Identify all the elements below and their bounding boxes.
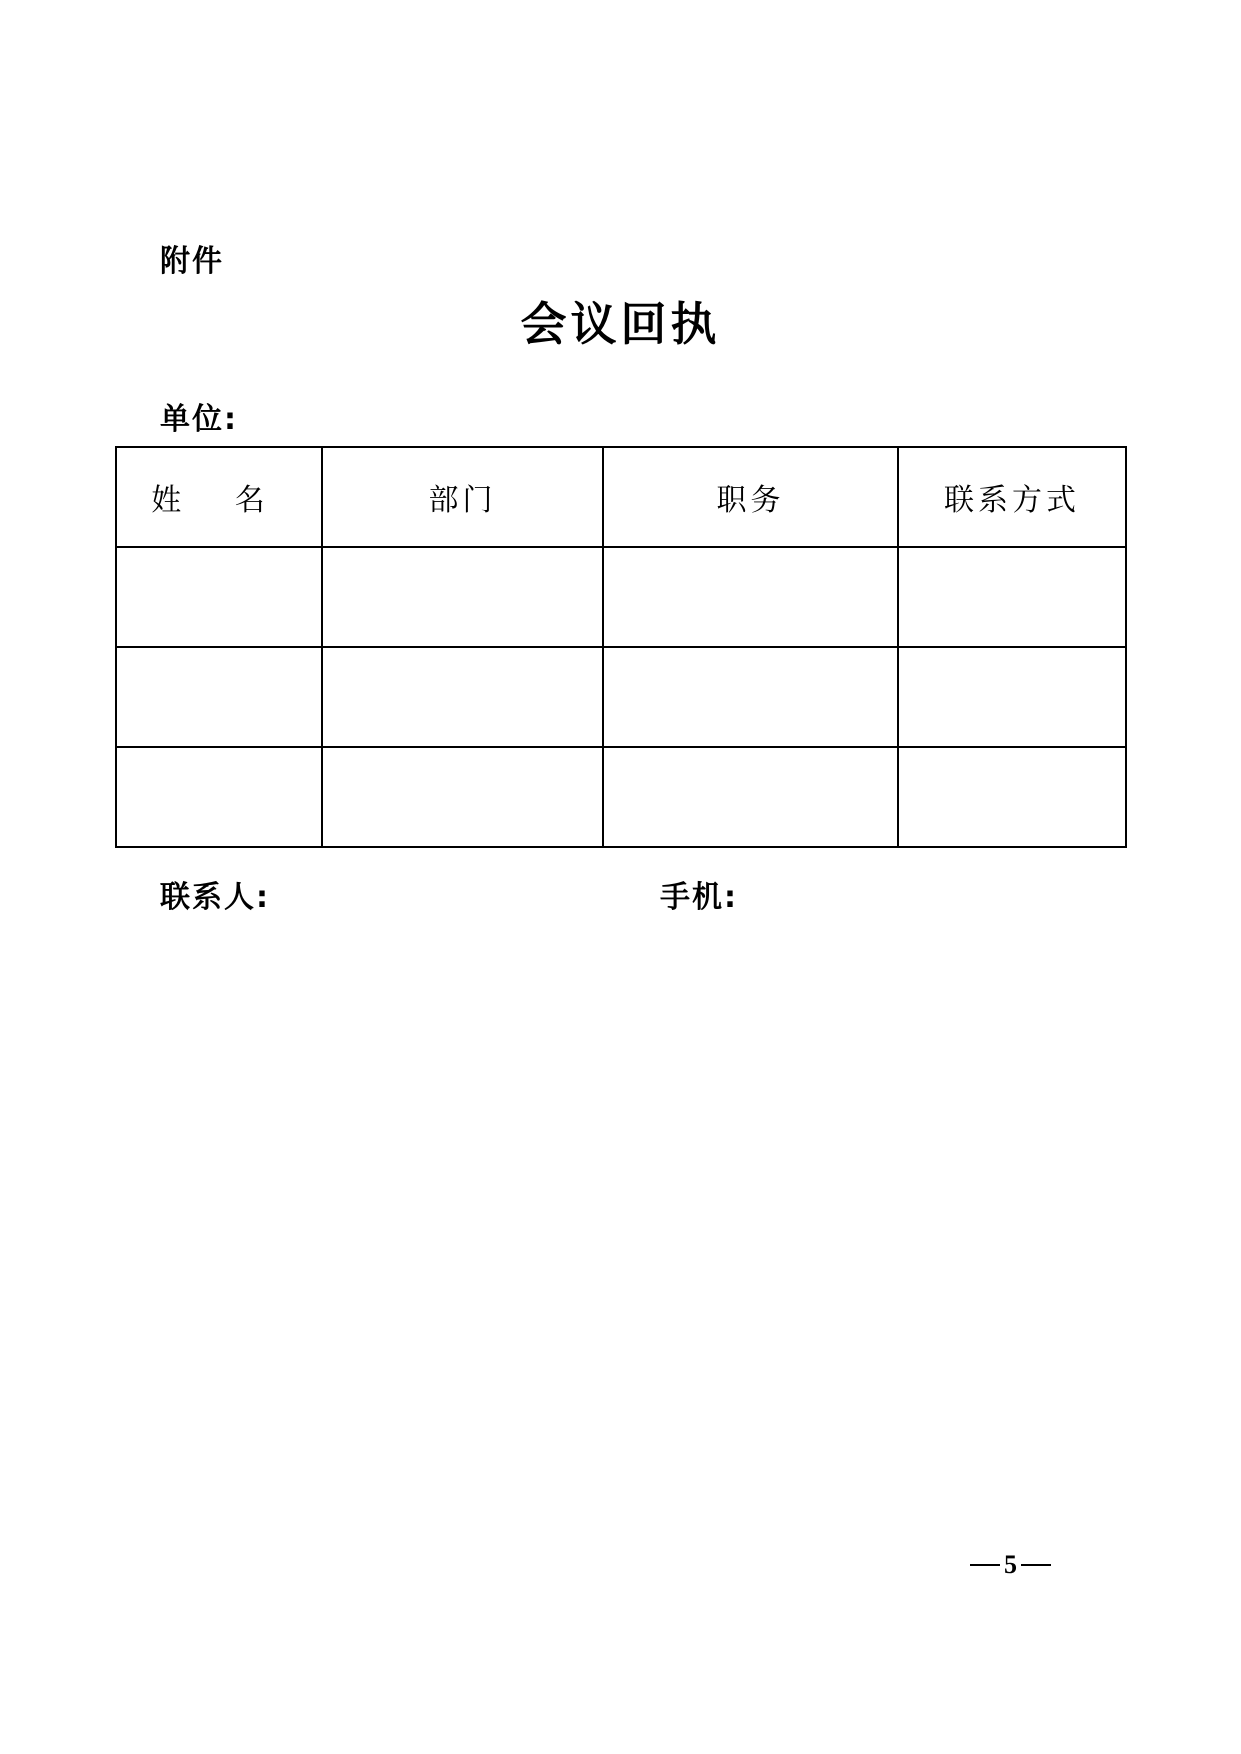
table-row	[116, 547, 1126, 647]
table-cell[interactable]	[116, 547, 322, 647]
table-cell[interactable]	[322, 647, 603, 747]
reply-table	[115, 446, 1127, 848]
column-header-department: 部门	[322, 447, 603, 547]
unit-label: 单位:	[160, 402, 238, 437]
table-cell[interactable]	[898, 647, 1126, 747]
page-number	[970, 1550, 1051, 1580]
table-cell[interactable]	[898, 547, 1126, 647]
dash-divider	[1021, 1564, 1051, 1566]
table-cell[interactable]	[603, 747, 898, 847]
table-cell[interactable]	[322, 547, 603, 647]
table-cell[interactable]	[603, 547, 898, 647]
mobile-label: 手机:	[660, 880, 738, 915]
contact-person-label: 联系人:	[160, 880, 270, 915]
dash-divider	[970, 1564, 1000, 1566]
column-header-contact: 联系方式	[898, 447, 1126, 547]
table-row	[116, 747, 1126, 847]
column-header-position: 职务	[603, 447, 898, 547]
table-cell[interactable]	[322, 747, 603, 847]
attachment-label: 附件	[160, 244, 224, 279]
table-cell[interactable]	[898, 747, 1126, 847]
column-header-name: 姓 名	[116, 447, 322, 547]
table-cell[interactable]	[116, 647, 322, 747]
page-title: 会议回执	[520, 297, 721, 351]
page-number-value: 5	[1004, 1550, 1017, 1579]
table-header-row	[116, 447, 1126, 547]
table-cell[interactable]	[603, 647, 898, 747]
table-cell[interactable]	[116, 747, 322, 847]
table-row	[116, 647, 1126, 747]
